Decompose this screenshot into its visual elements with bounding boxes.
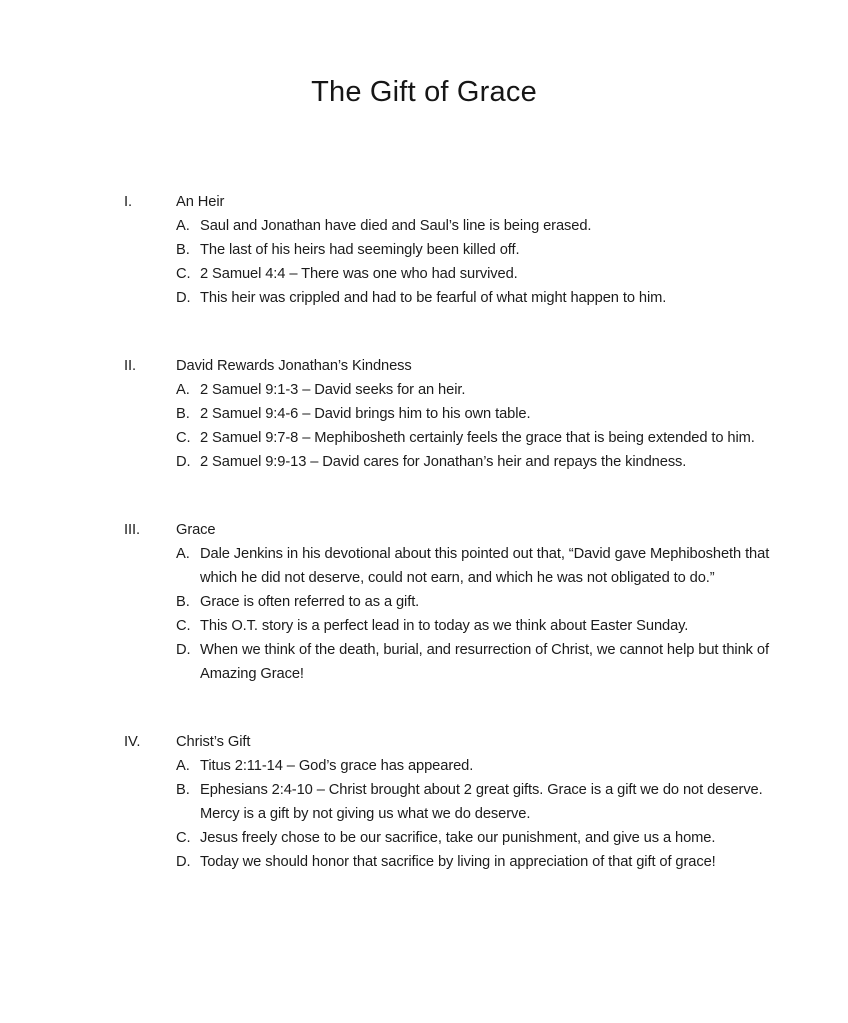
section-items <box>176 754 774 874</box>
item-marker: B. <box>176 594 190 610</box>
item-marker: D. <box>176 642 191 658</box>
outline-section-2 <box>124 354 774 474</box>
item-marker: A. <box>176 758 190 774</box>
outline-item <box>176 638 774 686</box>
outline-section-1 <box>124 190 774 310</box>
item-text: The last of his heirs had seemingly been killed off. <box>200 242 520 258</box>
outline-item <box>176 850 774 874</box>
section-title: David Rewards Jonathan’s Kindness <box>176 358 412 374</box>
item-text: When we think of the death, burial, and resurrection of Christ, we cannot help but think of Amazing Grace! <box>200 642 769 682</box>
outline-item <box>176 614 774 638</box>
section-numeral: I. <box>124 194 132 210</box>
section-numeral: III. <box>124 522 140 538</box>
item-text: Saul and Jonathan have died and Saul’s line is being erased. <box>200 218 592 234</box>
section-title: Christ’s Gift <box>176 734 251 750</box>
item-text: Titus 2:11-14 – God’s grace has appeared. <box>200 758 474 774</box>
section-items <box>176 542 774 686</box>
section-header <box>124 518 774 542</box>
section-numeral: II. <box>124 358 136 374</box>
item-marker: B. <box>176 782 190 798</box>
item-marker: C. <box>176 430 191 446</box>
item-marker: B. <box>176 242 190 258</box>
outline-section-3 <box>124 518 774 686</box>
outline-item <box>176 778 774 826</box>
section-title: Grace <box>176 522 216 538</box>
outline-item <box>176 402 774 426</box>
item-marker: B. <box>176 406 190 422</box>
outline-item <box>176 450 774 474</box>
outline-item <box>176 286 774 310</box>
item-marker: D. <box>176 290 191 306</box>
section-header <box>124 354 774 378</box>
section-items <box>176 378 774 474</box>
document-title: The Gift of Grace <box>311 76 537 108</box>
outline-item <box>176 826 774 850</box>
section-numeral: IV. <box>124 734 141 750</box>
item-text: Today we should honor that sacrifice by living in appreciation of that gift of grace! <box>200 854 716 870</box>
item-text: This O.T. story is a perfect lead in to today as we think about Easter Sunday. <box>200 618 689 634</box>
item-text: Dale Jenkins in his devotional about this pointed out that, “David gave Mephibosheth that which he did not deserve, could not earn, and which he was not obligated to do.” <box>200 546 770 586</box>
item-marker: C. <box>176 618 191 634</box>
item-text: Jesus freely chose to be our sacrifice, take our punishment, and give us a home. <box>200 830 716 846</box>
item-text: 2 Samuel 9:1-3 – David seeks for an heir. <box>200 382 466 398</box>
item-marker: D. <box>176 854 191 870</box>
outline-item <box>176 214 774 238</box>
outline-item <box>176 426 774 450</box>
item-marker: A. <box>176 218 190 234</box>
outline-item <box>176 542 774 590</box>
outline-item <box>176 378 774 402</box>
item-text: 2 Samuel 4:4 – There was one who had survived. <box>200 266 518 282</box>
item-marker: D. <box>176 454 191 470</box>
section-header <box>124 190 774 214</box>
item-text: 2 Samuel 9:9-13 – David cares for Jonathan’s heir and repays the kindness. <box>200 454 687 470</box>
item-marker: C. <box>176 266 191 282</box>
item-text: Grace is often referred to as a gift. <box>200 594 420 610</box>
outline-section-4 <box>124 730 774 874</box>
item-marker: A. <box>176 382 190 398</box>
item-marker: C. <box>176 830 191 846</box>
sermon-outline <box>124 190 774 874</box>
item-marker: A. <box>176 546 190 562</box>
item-text: This heir was crippled and had to be fearful of what might happen to him. <box>200 290 667 306</box>
outline-item <box>176 754 774 778</box>
section-title: An Heir <box>176 194 225 210</box>
section-header <box>124 730 774 754</box>
section-items <box>176 214 774 310</box>
outline-item <box>176 262 774 286</box>
item-text: 2 Samuel 9:7-8 – Mephibosheth certainly feels the grace that is being extended to him. <box>200 430 755 446</box>
outline-item <box>176 590 774 614</box>
outline-item <box>176 238 774 262</box>
item-text: 2 Samuel 9:4-6 – David brings him to his own table. <box>200 406 531 422</box>
item-text: Ephesians 2:4-10 – Christ brought about 2 great gifts. Grace is a gift we do not deserve. Mercy is a gift by not giving us what we do deserve. <box>200 782 763 822</box>
